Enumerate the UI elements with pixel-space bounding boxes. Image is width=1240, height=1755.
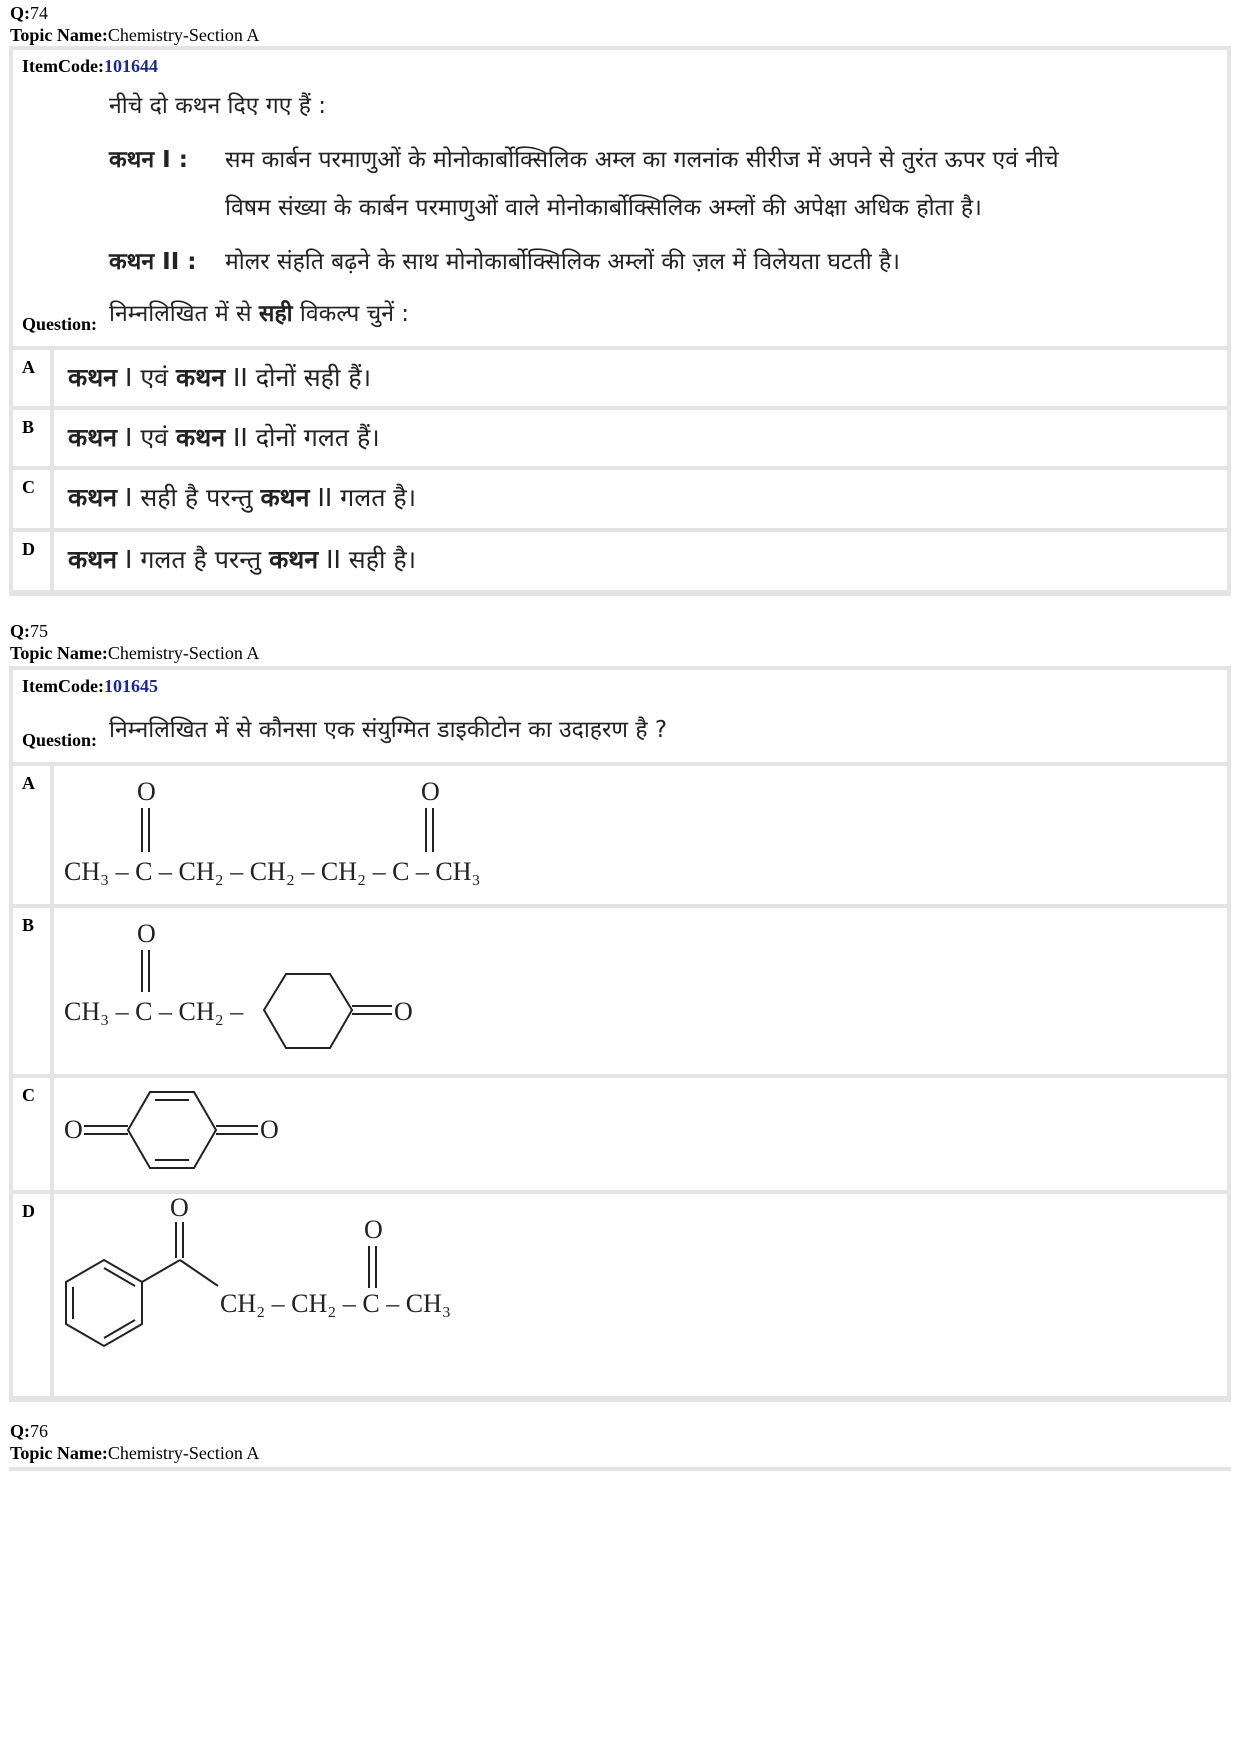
ring-oxygen: O	[394, 997, 413, 1026]
option-letter: B	[13, 908, 54, 1074]
q75-topic-label: Topic Name:	[10, 643, 108, 663]
q74-statement2-text: मोलर संहति बढ़ने के साथ मोनोकार्बोक्सिलिक अम्लों की ज़ल में विलेयता घटती है।	[225, 249, 900, 275]
q75-topic: Chemistry-Section A	[107, 643, 260, 663]
q75-option-a[interactable]	[13, 766, 1227, 908]
q76-header	[10, 1420, 259, 1464]
q75-card	[9, 666, 1231, 1402]
q75-option-b[interactable]	[13, 908, 1227, 1078]
q74-number: 74	[30, 3, 48, 23]
q74-header	[10, 2, 259, 46]
q74-option-d[interactable]	[13, 532, 1227, 594]
structure-hexane-2-5-dione	[54, 766, 574, 904]
carbonyl-oxygen: O	[137, 919, 156, 948]
option-letter: D	[13, 532, 54, 594]
carbonyl-oxygen: O	[421, 777, 440, 806]
q74-option-b[interactable]	[13, 410, 1227, 470]
carbon-chain: CH₂ – CH₂ – C – CH₃	[220, 1289, 451, 1318]
cyclohexane-ring	[264, 974, 352, 1048]
option-letter: C	[13, 1078, 54, 1190]
q75-number-label: Q:	[10, 621, 30, 641]
q76-card-top	[9, 1467, 1231, 1471]
q74-itemcode: ItemCode:101644	[22, 56, 158, 76]
option-text: कथन I गलत है परन्तु कथन II सही है।	[68, 545, 417, 574]
option-letter: A	[13, 766, 54, 904]
quinone-oxygen-left: O	[64, 1115, 83, 1144]
option-text: कथन I एवं कथन II दोनों सही हैं।	[68, 363, 372, 392]
q74-question-label: Question:	[22, 314, 98, 334]
quinone-ring	[128, 1092, 216, 1168]
q75-header	[10, 620, 259, 664]
q74-option-c[interactable]	[13, 470, 1227, 532]
q76-topic-label: Topic Name:	[10, 1443, 108, 1463]
carbonyl-oxygen: O	[364, 1215, 383, 1244]
benzene-ring	[66, 1260, 142, 1346]
q74-topic: Chemistry-Section A	[107, 25, 260, 45]
q74-stem	[13, 50, 1227, 350]
carbon-chain: CH₃ – C – CH₂ –	[64, 997, 244, 1026]
carbonyl-oxygen: O	[170, 1194, 189, 1222]
q74-statement1-line2: विषम संख्या के कार्बन परमाणुओं वाले मोनोकार्बोक्सिलिक अम्लों की अपेक्षा अधिक होता है।	[225, 195, 982, 221]
q75-question-label: Question:	[22, 730, 98, 750]
q75-itemcode-value: 101645	[103, 676, 158, 696]
quinone-oxygen-right: O	[260, 1115, 279, 1144]
q76-number: 76	[30, 1421, 48, 1441]
q76-number-label: Q:	[10, 1421, 30, 1441]
q75-option-d[interactable]	[13, 1194, 1227, 1396]
q74-intro: नीचे दो कथन दिए गए हैं :	[109, 93, 327, 119]
q74-topic-label: Topic Name:	[10, 25, 108, 45]
q76-topic: Chemistry-Section A	[107, 1443, 260, 1463]
option-letter: B	[13, 410, 54, 466]
q74-number-label: Q:	[10, 3, 30, 23]
option-letter: C	[13, 470, 54, 528]
q75-stem	[13, 670, 1227, 766]
q74-statement1-label: कथन I :	[109, 147, 188, 173]
q74-statement1-line1: सम कार्बन परमाणुओं के मोनोकार्बोक्सिलिक अम्ल का गलनांक सीरीज में अपने से तुरंत ऊपर एवं नीचे	[225, 147, 1059, 173]
q75-option-c[interactable]	[13, 1078, 1227, 1194]
structure-acetonyl-cyclohexanone	[54, 908, 474, 1074]
option-letter: A	[13, 350, 54, 406]
q74-card	[9, 46, 1231, 596]
structure-benzoquinone	[54, 1078, 354, 1190]
q75-itemcode: ItemCode:101645	[22, 676, 158, 696]
q75-number: 75	[30, 621, 48, 641]
carbonyl-oxygen: O	[137, 777, 156, 806]
q74-instruction: निम्नलिखित में से सही विकल्प चुनें :	[109, 301, 410, 327]
structure-phenyl-diketone	[54, 1194, 534, 1392]
option-text: कथन I सही है परन्तु कथन II गलत है।	[68, 483, 417, 512]
carbon-chain: CH₃ – C – CH₂ – CH₂ – CH₂ – C – CH₃	[64, 857, 481, 886]
option-letter: D	[13, 1194, 54, 1396]
q74-option-a[interactable]	[13, 350, 1227, 410]
q74-itemcode-value: 101644	[103, 56, 158, 76]
q75-question-text: निम्नलिखित में से कौनसा एक संयुग्मित डाइकीटोन का उदाहरण है ?	[109, 717, 668, 743]
option-text: कथन I एवं कथन II दोनों गलत हैं।	[68, 423, 380, 452]
q74-statement2-label: कथन II :	[109, 249, 197, 275]
